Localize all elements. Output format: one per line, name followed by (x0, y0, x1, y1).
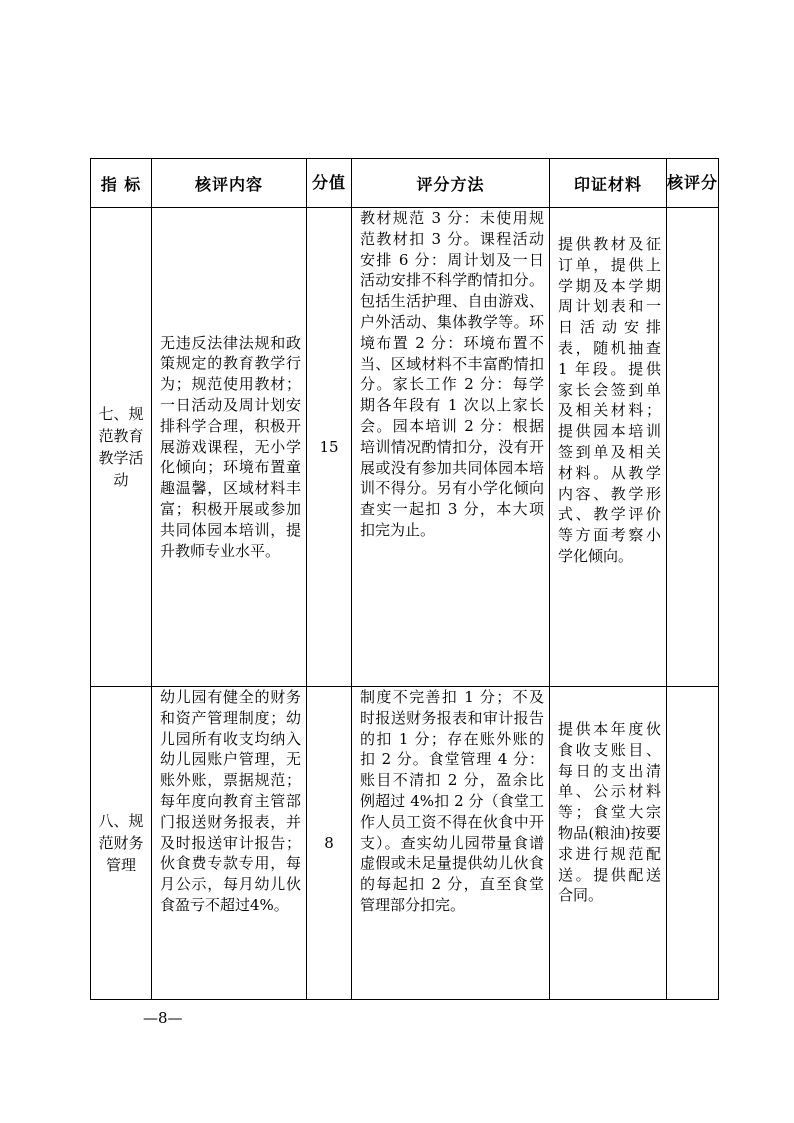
table-row (91, 208, 719, 687)
evidence-text: 提供本年度伙食收支账目、每日的支出清单、公示材料等；食堂大宗物品(粮油)按要求进行规范配送。提供配送合同。 (558, 720, 661, 905)
content-cell (152, 208, 307, 687)
score-cell: 8 (307, 687, 352, 1000)
method-cell (352, 687, 550, 1000)
indicator-text: 七、规范教育教学活动 (98, 405, 144, 489)
evidence-text: 提供教材及征订单，提供上学期及本学期周计划表和一日活动安排表，随机抽查 1 年段。提供家长会签到单及相关材料；提供园本培训签到单及相关材料。从教学内容、教学形式、教学评价等方面考察小学化倾向。 (558, 235, 661, 565)
page-number: —8— (143, 1009, 183, 1027)
header-method: 评分方法 (352, 159, 550, 208)
review-cell (667, 687, 719, 1000)
score-cell: 15 (307, 208, 352, 687)
method-text: 制度不完善扣 1 分；不及时报送财务报表和审计报告的扣 1 分；存在账外账的扣 2 分。食堂管理 4 分：账目不清扣 2 分，盈余比例超过 4%扣 2 分（食堂工作人员工资不得在伙食中开支）。查实幼儿园带量食谱虚假或未足量提供幼儿伙食的每起扣 2 分，直至食堂管理部分扣完。 (360, 688, 544, 914)
table-row (91, 687, 719, 1000)
method-text: 教材规范 3 分：未使用规范教材扣 3 分。课程活动安排 6 分：周计划及一日活动安排不科学酌情扣分。包括生活护理、自由游戏、户外活动、集体教学等。环境布置 2 分：环境布置不当、区域材料不丰富酌情扣分。家长工作 2 分：每学期各年段有 1 次以上家长会。园本培训 2 分：根据培训情况酌情扣分，没有开展或没有参加共同体园本培训不得分。另有小学化倾向查实一起扣 3 分，本大项扣完为止。 (360, 209, 544, 539)
content-cell (152, 687, 307, 1000)
evidence-cell (550, 687, 667, 1000)
header-row (91, 159, 719, 208)
header-review: 核评分 (667, 159, 719, 208)
header-indicator: 指 标 (91, 159, 152, 208)
method-cell (352, 208, 550, 687)
content-text: 无违反法律法规和政策规定的教育教学行为；规范使用教材；一日活动及周计划安排科学合理，积极开展游戏课程，无小学化倾向；环境布置童趣温馨，区域材料丰富；积极开展或参加共同体园本培训，提升教师专业水平。 (160, 333, 301, 560)
evaluation-table (90, 158, 719, 1000)
content-text: 幼儿园有健全的财务和资产管理制度；幼儿园所有收支均纳入幼儿园账户管理，无账外账，票据规范；每年度向教育主管部门报送财务报表，并及时报送审计报告；伙食费专款专用，每月公示，每月幼儿伙食盈亏不超过4%。 (160, 688, 301, 914)
header-score: 分值 (307, 159, 352, 208)
indicator-cell (91, 687, 152, 1000)
header-content: 核评内容 (152, 159, 307, 208)
indicator-text: 八、规范财务管理 (98, 812, 144, 874)
indicator-cell (91, 208, 152, 687)
evidence-cell (550, 208, 667, 687)
review-cell (667, 208, 719, 687)
header-evidence: 印证材料 (550, 159, 667, 208)
